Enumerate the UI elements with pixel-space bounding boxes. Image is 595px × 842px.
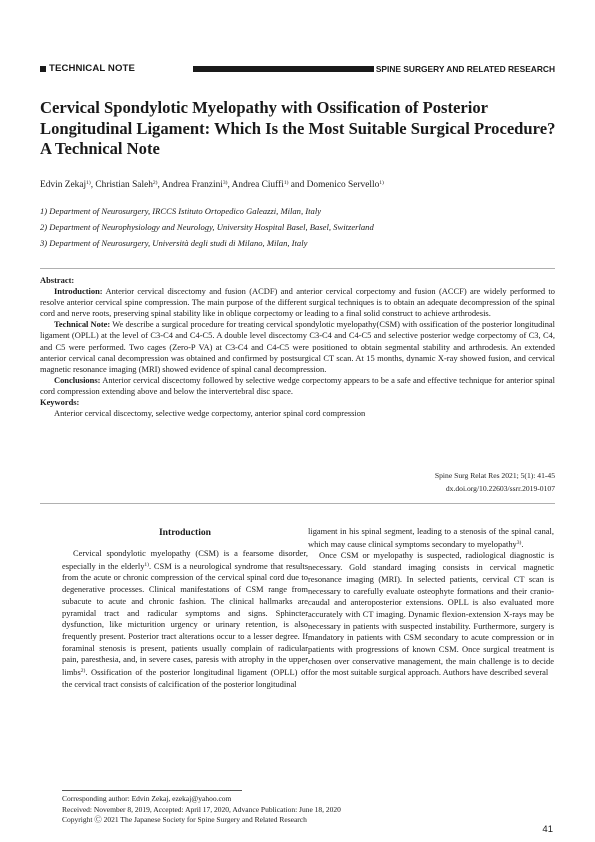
author-affiliation-mark: 2) xyxy=(152,180,158,186)
body-text: . Ossification of the posterior longitudinal ligament (OPLL) of the cervical tract consists of calcification of the posterior longitudinal xyxy=(62,667,308,689)
author-separator: , xyxy=(90,180,96,190)
section-heading-introduction: Introduction xyxy=(158,527,212,538)
citation-block xyxy=(435,470,555,495)
body-column-left xyxy=(62,527,308,690)
copyright-line: Copyright Ⓒ 2021 The Japanese Society for Spine Surgery and Related Research xyxy=(62,815,307,825)
citation-reference: Spine Surg Relat Res 2021; 5(1): 41-45 xyxy=(434,471,555,480)
footnote-block xyxy=(62,794,502,826)
body-paragraph xyxy=(62,548,308,690)
abstract-conc-text: Anterior cervical discectomy followed by selective wedge corpectomy appears to be a safe and effective technique for anterior spinal cord compression extending above and below the intervertebral disc space. xyxy=(40,374,555,396)
author-name: Christian Saleh xyxy=(95,180,153,190)
section-label: TECHNICAL NOTE xyxy=(49,63,135,74)
author-name: Andrea Ciuffi xyxy=(231,180,284,190)
running-header xyxy=(40,62,555,76)
body-text: ligament in his spinal segment, leading to a stenosis of the spinal canal, which may cause clinical symptoms secondary to myelopathy xyxy=(308,526,554,549)
author-affiliation-mark: 1) xyxy=(379,180,384,186)
abstract-tech-text: We describe a surgical procedure for treating cervical spondylotic myelopathy(CSM) with ossification of the posterior longitudinal ligament (OPLL) at the level of C3-C4 and C4-C5. A double level discectomy C3-C4 and C4-C5 and selective posterior wedge corpectomy of C3, C4, and C5 were performed. Two cages (Zero-P VA) at C3-C4 and C4-C5 were positioned to obtain segmental stability and arthrodesis. An extended anterior cervical canal decompression was obtained and confirmed by postsurgical CT scan. At 15 months, dynamic X-ray showed fusion, and cervical magnetic resonance imaging (MRI) showed evidence of spinal canal decompression. xyxy=(40,319,555,374)
author-name: Domenico Servello xyxy=(306,180,380,190)
author-name: Edvin Zekaj xyxy=(40,180,87,190)
author-affiliation-mark: 3) xyxy=(222,180,228,186)
page-number: 41 xyxy=(542,824,553,835)
author-affiliation-mark: 1) xyxy=(283,180,289,186)
body-paragraph: Once CSM or myelopathy is suspected, radiological diagnostic is necessary. Gold standard imaging consists in cervical magnetic resonance imaging (MRI). In selected patients, cervical CT scan is necessary to carefully evaluate osteophyte formations and their cranio-caudal and anteroposterior extensions. OPLL is also evaluated more accurately with CT imaging. Dynamic flexion-extension X-rays may be necessary in patients with suspected instability. Furthermore, surgery is mandatory in patients with CSM secondary to acute compression or in patients with progressions of known CSM. Once surgical treatment is chosen over conservative management, the main challenge is to decide for the most suitable surgical approach. Authors have described several xyxy=(308,550,554,678)
abstract-conclusions xyxy=(40,375,555,397)
body-paragraph xyxy=(308,526,554,550)
abstract-block xyxy=(40,275,555,419)
body-text: . xyxy=(521,538,524,549)
footnote-rule xyxy=(62,790,242,791)
affiliation-item: 3) Department of Neurosurgery, Università degli studi di Milano, Milan, Italy xyxy=(40,238,308,248)
body-text: . CSM is a neurological syndrome that results from the acute or chronic compression of the cervical spinal cord due to degenerative processes. Clinical manifestations of CSM range from subacute to acute and chronic fashion. The clinical hallmarks are pyramidal tract and radicular symptoms and signs. Sphincter dysfunction, like micturition urgency or urinary retention, is also frequently present. Posterior tract alterations occur to a lesser degree. If foraminal stenosis is present, patients usually complain of radicular pain, paresthesia, and, in severe cases, paresis with atrophy in the upper limbs xyxy=(62,560,309,678)
abstract-intro-text: Anterior cervical discectomy and fusion (ACDF) and anterior cervical corpectomy and fusion (ACCF) are widely performed to resolve anterior cervical spine compression. The main purpose of the different surgical techniques is to obtain an adequate decompression of the spinal cord and nerve roots, preserving spinal stability like in oblique corpectomy or leading to a final solid construct to achieve arthrodesis. xyxy=(40,286,555,319)
affiliation-item: 2) Department of Neurophysiology and Neurology, University Hospital Basel, Basel, Switzerland xyxy=(40,222,374,232)
abstract-conc-label: Conclusions: xyxy=(54,374,101,385)
author-affiliation-mark: 1) xyxy=(86,180,91,186)
header-square-bullet xyxy=(40,66,46,72)
author-separator: and xyxy=(288,180,307,190)
received-dates: Received: November 8, 2019, Accepted: April 17, 2020, Advance Publication: June 18, 2020 xyxy=(62,804,341,814)
affiliation-item: 1) Department of Neurosurgery, IRCCS Istituto Ortopedico Galeazzi, Milan, Italy xyxy=(40,206,322,216)
author-separator: , xyxy=(227,180,232,190)
abstract-introduction xyxy=(40,286,555,319)
abstract-top-rule xyxy=(40,268,555,269)
author-list xyxy=(40,177,555,192)
keywords-list: Anterior cervical discectomy, selective wedge corpectomy, anterior spinal cord compression xyxy=(54,408,366,419)
abstract-technical-note xyxy=(40,319,555,374)
reference-mark: 2) xyxy=(80,668,86,675)
author-separator: , xyxy=(157,180,162,190)
abstract-bottom-rule xyxy=(40,503,555,504)
article-title: Cervical Spondylotic Myelopathy with Ossification of Posterior Longitudinal Ligament: Which Is the Most Suitable Surgical Procedure? A Technical Note xyxy=(40,98,556,158)
author-name: Andrea Franzini xyxy=(161,180,223,190)
header-rule xyxy=(193,66,374,72)
abstract-tech-label: Technical Note: xyxy=(54,319,111,330)
body-text: Cervical spondylotic myelopathy (CSM) is a fearsome disorder, especially in the elderly xyxy=(62,548,308,571)
reference-mark: 3) xyxy=(516,539,522,546)
affiliation-list xyxy=(40,203,555,251)
citation-doi[interactable]: dx.doi.org/10.22603/ssrr.2019-0107 xyxy=(445,483,555,493)
keywords-heading: Keywords: xyxy=(40,397,80,408)
corresponding-author: Corresponding author: Edvin Zekaj, ezekaj@yahoo.com xyxy=(62,794,232,803)
body-column-right xyxy=(308,526,554,679)
abstract-intro-label: Introduction: xyxy=(54,286,103,297)
abstract-heading: Abstract: xyxy=(40,275,75,285)
journal-label: SPINE SURGERY AND RELATED RESEARCH xyxy=(375,64,555,74)
reference-mark: 1) xyxy=(144,561,150,568)
